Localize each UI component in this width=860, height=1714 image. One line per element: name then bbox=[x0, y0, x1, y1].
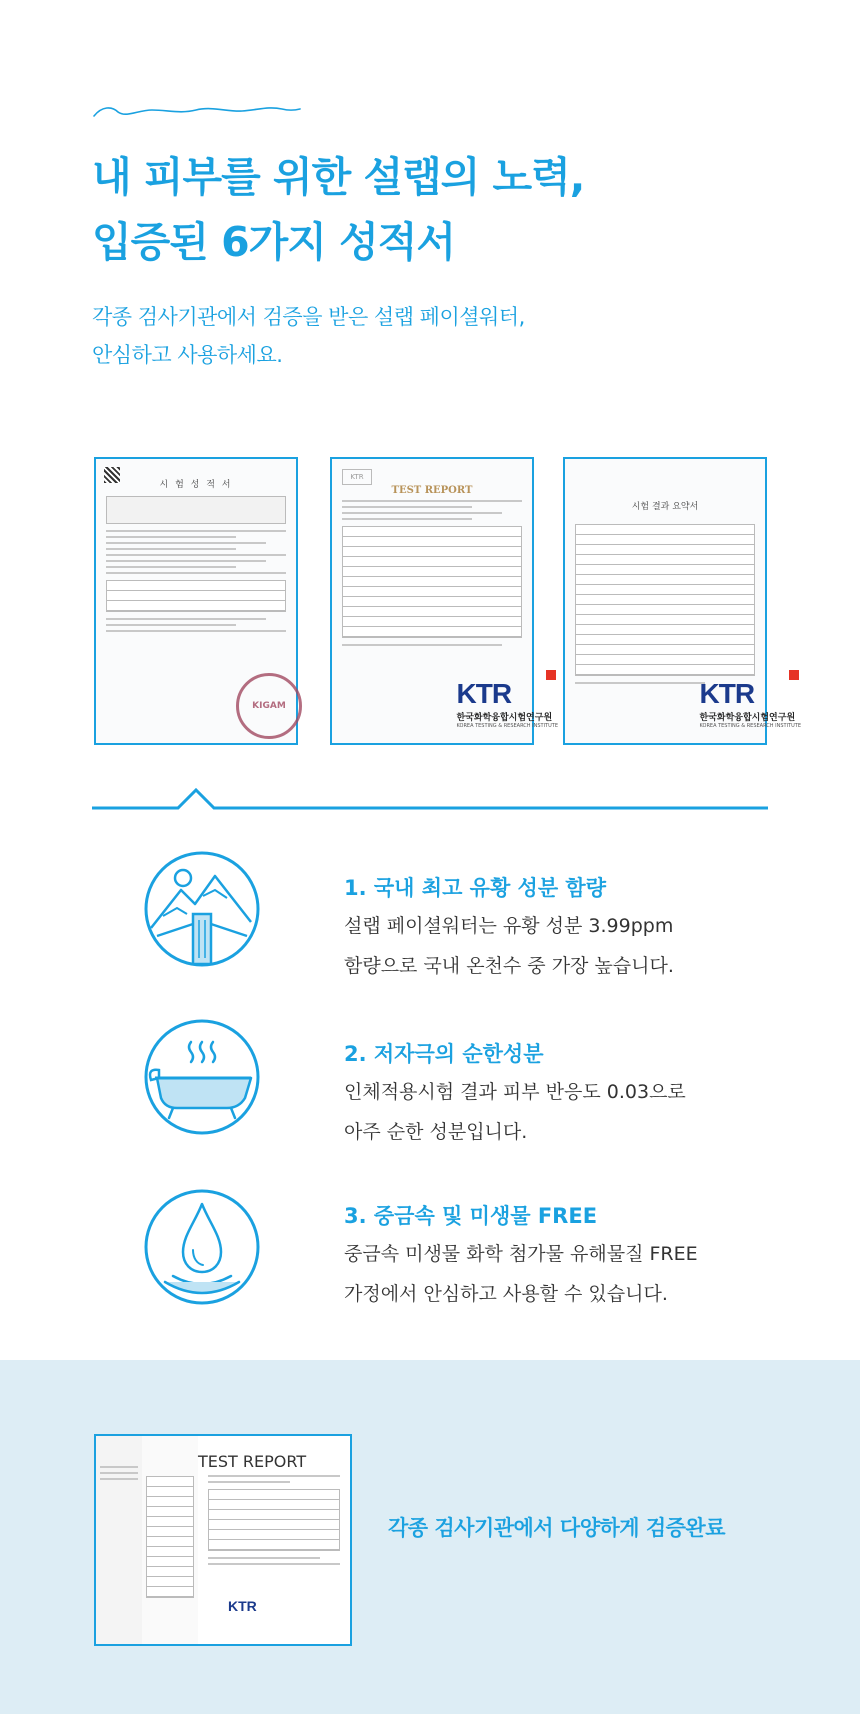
text-line bbox=[100, 1478, 138, 1480]
ktr-english-name: KOREA TESTING & RESEARCH INSTITUTE bbox=[456, 723, 558, 729]
text-line bbox=[342, 500, 522, 502]
kigam-stamp: KIGAM bbox=[236, 673, 302, 739]
verification-caption: 각종 검사기관에서 다양하게 검증완료 bbox=[388, 1516, 726, 1540]
certificate-header-box bbox=[106, 496, 286, 524]
certificate-ktr-test-report bbox=[330, 457, 558, 745]
ktr-red-square bbox=[546, 670, 556, 680]
certificate-table bbox=[208, 1489, 340, 1551]
feature-description: 인체적용시험 결과 피부 반응도 0.03으로 아주 순한 성분입니다. bbox=[344, 1081, 686, 1143]
qr-code-icon bbox=[104, 467, 120, 483]
text-line bbox=[106, 618, 266, 620]
title-line-1: 내 피부를 위한 설랩의 노력, bbox=[92, 153, 585, 201]
text-line bbox=[342, 518, 472, 520]
water-drop-icon bbox=[143, 1188, 261, 1306]
ktr-wordmark: KTR bbox=[228, 1598, 257, 1614]
text-line bbox=[106, 572, 286, 574]
feature-title: 3. 중금속 및 미생물 FREE bbox=[344, 1204, 598, 1228]
waterfall-mountain-icon bbox=[143, 850, 261, 968]
ktr-logo bbox=[457, 678, 559, 729]
text-line bbox=[208, 1475, 340, 1477]
text-line bbox=[575, 682, 705, 684]
certificate-table bbox=[575, 524, 755, 676]
ktr-wordmark: KTR bbox=[700, 678, 802, 710]
text-line bbox=[208, 1563, 340, 1565]
text-line bbox=[342, 512, 502, 514]
text-line bbox=[100, 1466, 138, 1468]
document-back bbox=[96, 1436, 143, 1644]
text-line bbox=[106, 566, 236, 568]
certificate-table bbox=[342, 526, 522, 638]
certificate-title: 시험 결과 요약서 bbox=[631, 502, 699, 512]
text-line bbox=[208, 1557, 320, 1559]
text-line bbox=[106, 554, 286, 556]
text-line bbox=[106, 548, 236, 550]
ktr-korean-name: 한국화학융합시험연구원 bbox=[699, 713, 796, 723]
ktr-red-square bbox=[789, 670, 799, 680]
feature-title: 1. 국내 최고 유황 성분 함량 bbox=[344, 876, 607, 900]
text-line bbox=[342, 506, 472, 508]
text-line bbox=[106, 542, 266, 544]
ktr-wordmark: KTR bbox=[457, 678, 559, 710]
document-title: TEST REPORT bbox=[198, 1452, 307, 1471]
documents-collage bbox=[94, 1434, 352, 1646]
certificate-table bbox=[146, 1476, 194, 1598]
certificate-title: 시 험 성 적 서 bbox=[159, 480, 233, 490]
ktr-small-logo: KTR bbox=[342, 469, 372, 485]
subtitle-line-1: 각종 검사기관에서 검증을 받은 설랩 페이셜워터, bbox=[92, 305, 525, 329]
document-front bbox=[198, 1436, 350, 1644]
ktr-logo bbox=[700, 678, 802, 729]
text-line bbox=[106, 560, 266, 562]
certificate-title: TEST REPORT bbox=[391, 485, 473, 496]
ktr-english-name: KOREA TESTING & RESEARCH INSTITUTE bbox=[699, 723, 801, 729]
bathtub-icon bbox=[143, 1018, 261, 1136]
wave-ornament bbox=[92, 100, 302, 120]
text-line bbox=[106, 630, 286, 632]
page-subtitle bbox=[92, 298, 812, 374]
feature-description: 중금속 미생물 화학 첨가물 유해물질 FREE 가정에서 안심하고 사용할 수 있습니다. bbox=[344, 1243, 698, 1305]
ktr-korean-name: 한국화학융합시험연구원 bbox=[456, 713, 553, 723]
text-line bbox=[208, 1481, 290, 1483]
title-line-2: 입증된 6가지 성적서 bbox=[92, 218, 455, 266]
subtitle-line-2: 안심하고 사용하세요. bbox=[92, 343, 283, 367]
feature-title: 2. 저자극의 순한성분 bbox=[344, 1042, 544, 1066]
text-line bbox=[106, 536, 236, 538]
certificate-table bbox=[106, 580, 286, 612]
document-middle bbox=[142, 1436, 199, 1644]
text-line bbox=[106, 624, 236, 626]
feature-description: 설랩 페이셜워터는 유황 성분 3.99ppm 함량으로 국내 온천수 중 가장 높습니다. bbox=[344, 915, 674, 977]
certificate-kigam bbox=[94, 457, 298, 745]
text-line bbox=[106, 530, 286, 532]
page-title bbox=[92, 145, 812, 275]
section-divider bbox=[92, 780, 768, 810]
text-line bbox=[100, 1472, 138, 1474]
text-line bbox=[342, 644, 502, 646]
certificate-ktr-summary bbox=[563, 457, 801, 745]
